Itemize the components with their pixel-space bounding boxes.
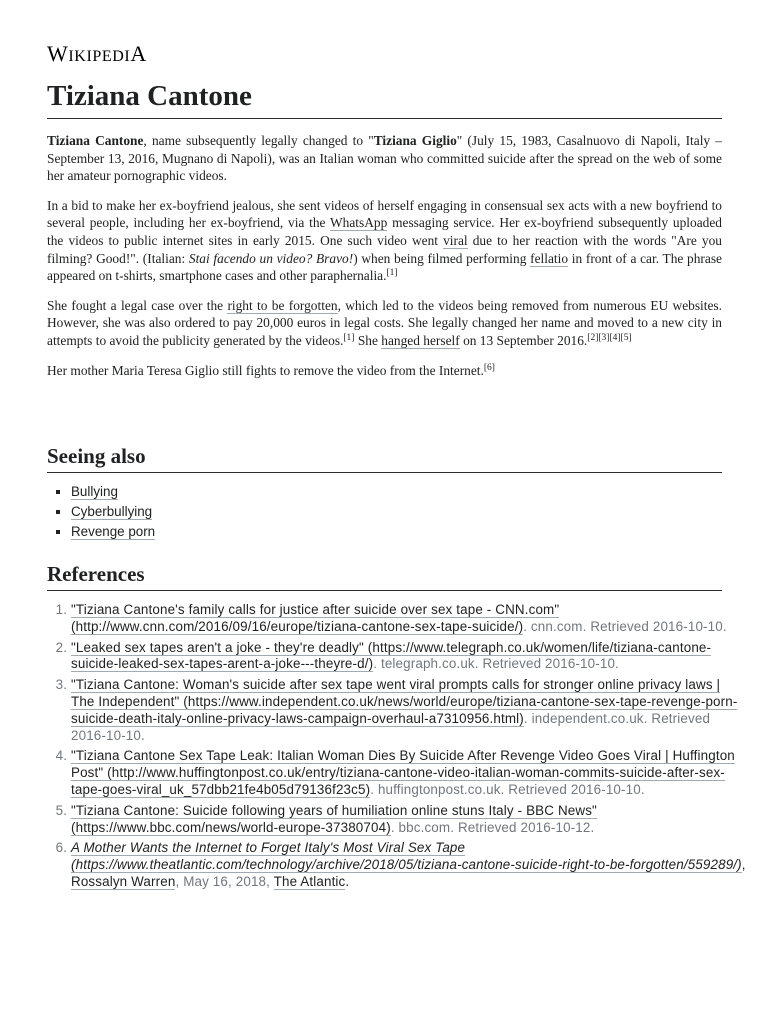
cyberbullying-link[interactable]: Cyberbullying [71,504,153,519]
mother-paragraph [47,362,722,380]
see-also-list [55,482,155,542]
wordmark-letters: IKIPEDI [68,48,131,65]
intro-text-1: , name subsequently legally changed to " [143,133,374,148]
subject-name: Tiziana Cantone [47,133,144,148]
para2-text-2: messaging service. Her ex-boyfriend subsequently uploaded the videos to public internet sites in early 2015. One such video went [47,215,722,248]
reference-link[interactable]: "Tiziana Cantone: Woman's suicide after sex tape went viral prompts calls for stronger online privacy laws | The Independent" (https://www.independent.co.uk/news/world/europe/tiziana-cantone-sex-tape-revenge-porn-suicide-death-italy-online-privacy-laws-campaign-overhaul-a7310956.html) [71,677,738,726]
background-paragraph [47,197,722,285]
reference-end: . [345,873,350,889]
list-item [71,482,155,502]
citation-ref-6[interactable]: [6] [483,362,495,373]
right-to-be-forgotten-link[interactable]: right to be forgotten [227,297,338,313]
para2-text-4: ) when being filmed performing [353,250,531,266]
reference-publisher-link[interactable]: The Atlantic [273,873,346,889]
fellatio-link[interactable]: fellatio [530,250,569,266]
para2-text-5: in front of a car. The phrase appeared on t-shirts, smartphone cases and other paraphernalia. [47,250,722,284]
wordmark-letter-w: W [47,41,69,66]
legal-paragraph [47,297,722,350]
bullying-link[interactable]: Bullying [71,484,118,499]
para3-text-1: She fought a legal case over the [47,297,228,313]
reference-separator: , [741,857,746,873]
subject-new-name: Tiziana Giglio [373,133,457,148]
reference-link[interactable]: "Tiziana Cantone's family calls for justice after suicide over sex tape - CNN.com" (http://www.cnn.com/2016/09/16/europe/tiziana-cantone-sex-tape-suicide/) [71,602,560,634]
reference-item [71,748,746,798]
reference-item [71,602,746,636]
citation-ref-1[interactable]: [1] [343,332,355,343]
reference-source: . independent.co.uk. Retrieved 2016-10-10. [71,710,711,743]
reference-link[interactable]: "Tiziana Cantone Sex Tape Leak: Italian Woman Dies By Suicide After Revenge Video Goes Viral | Huffington Post" (http://www.huffingtonpost.co.uk/entry/tiziana-cantone-video-italian-woman-commits-suicide-after-sex-tape-goes-viral_uk_57dbb21fe4b05d79136f23c5) [71,748,735,797]
citation-ref-1[interactable]: [1] [386,268,398,279]
revenge-porn-link[interactable]: Revenge porn [71,524,156,539]
reference-item [71,840,746,890]
para2-text-1: In a bid to make her ex-boyfriend jealous, she sent videos of herself engaging in consensual sex acts with a new boyfriend to several people, including her ex-boyfriend, via the [47,197,722,231]
reference-source: . cnn.com. Retrieved 2016-10-10. [523,618,727,634]
para3-text-4: on 13 September 2016. [459,332,588,348]
page-title: Tiziana Cantone [47,77,722,119]
viral-link[interactable]: viral [443,232,468,248]
citation-refs-2-5[interactable]: [2][3][4][5] [587,332,632,343]
list-item [71,522,155,542]
reference-date: , May 16, 2018, [175,873,274,889]
whatsapp-link[interactable]: WhatsApp [330,215,388,231]
reference-source: . bbc.com. Retrieved 2016-10-12. [390,819,595,835]
reference-link[interactable]: A Mother Wants the Internet to Forget Italy's Most Viral Sex Tape (https://www.theatlantic.com/technology/archive/2018/05/tiziana-cantone-suicide-right-to-be-forgotten/559289/) [71,840,742,873]
reference-item [71,677,746,744]
wikipedia-wordmark[interactable] [47,41,147,67]
references-list [47,602,746,895]
reference-source: . telegraph.co.uk. Retrieved 2016-10-10. [373,656,619,672]
para3-text-3: She [354,332,382,348]
reference-item [71,803,746,837]
intro-text-2: " (July 15, 1983, Casalnuovo di Napoli, Italy – September 13, 2016, Mugnano di Napoli), was an Italian woman who committed suicide after the spread on the web of some her amateur pornographic videos. [47,133,722,184]
reference-link[interactable]: "Tiziana Cantone: Suicide following years of humiliation online stuns Italy - BBC News" (https://www.bbc.com/news/world-europe-37380704) [71,802,597,835]
italian-quote: Stai facendo un video? Bravo! [188,250,354,266]
reference-link[interactable]: "Leaked sex tapes aren't a joke - they're deadly" (https://www.telegraph.co.uk/women/life/tiziana-cantone-suicide-leaked-sex-tapes-arent-a-joke---theyre-d/) [71,639,712,672]
para2-text-3: due to her reaction with the words "Are you filming? Good!". (Italian: [47,232,722,266]
hanged-herself-link[interactable]: hanged herself [381,332,460,348]
see-also-heading: Seeing also [47,443,722,473]
intro-paragraph [47,132,722,185]
list-item [71,502,155,522]
para3-text-2: , which led to the videos being removed from numerous EU websites. However, she was also ordered to pay 20,000 euros in legal costs. She legally changed her name and moved to a new city in attempts to avoid the publicity generated by the videos. [47,297,722,348]
wordmark-letter-a: A [130,41,147,66]
para4-text-1: Her mother Maria Teresa Giglio still fights to remove the video from the Internet. [47,362,484,378]
references-heading: References [47,561,722,591]
article-body [47,132,722,391]
reference-source: . huffingtonpost.co.uk. Retrieved 2016-10-10. [370,781,645,797]
reference-author-link[interactable]: Rossalyn Warren [71,873,176,889]
reference-item [71,640,746,674]
